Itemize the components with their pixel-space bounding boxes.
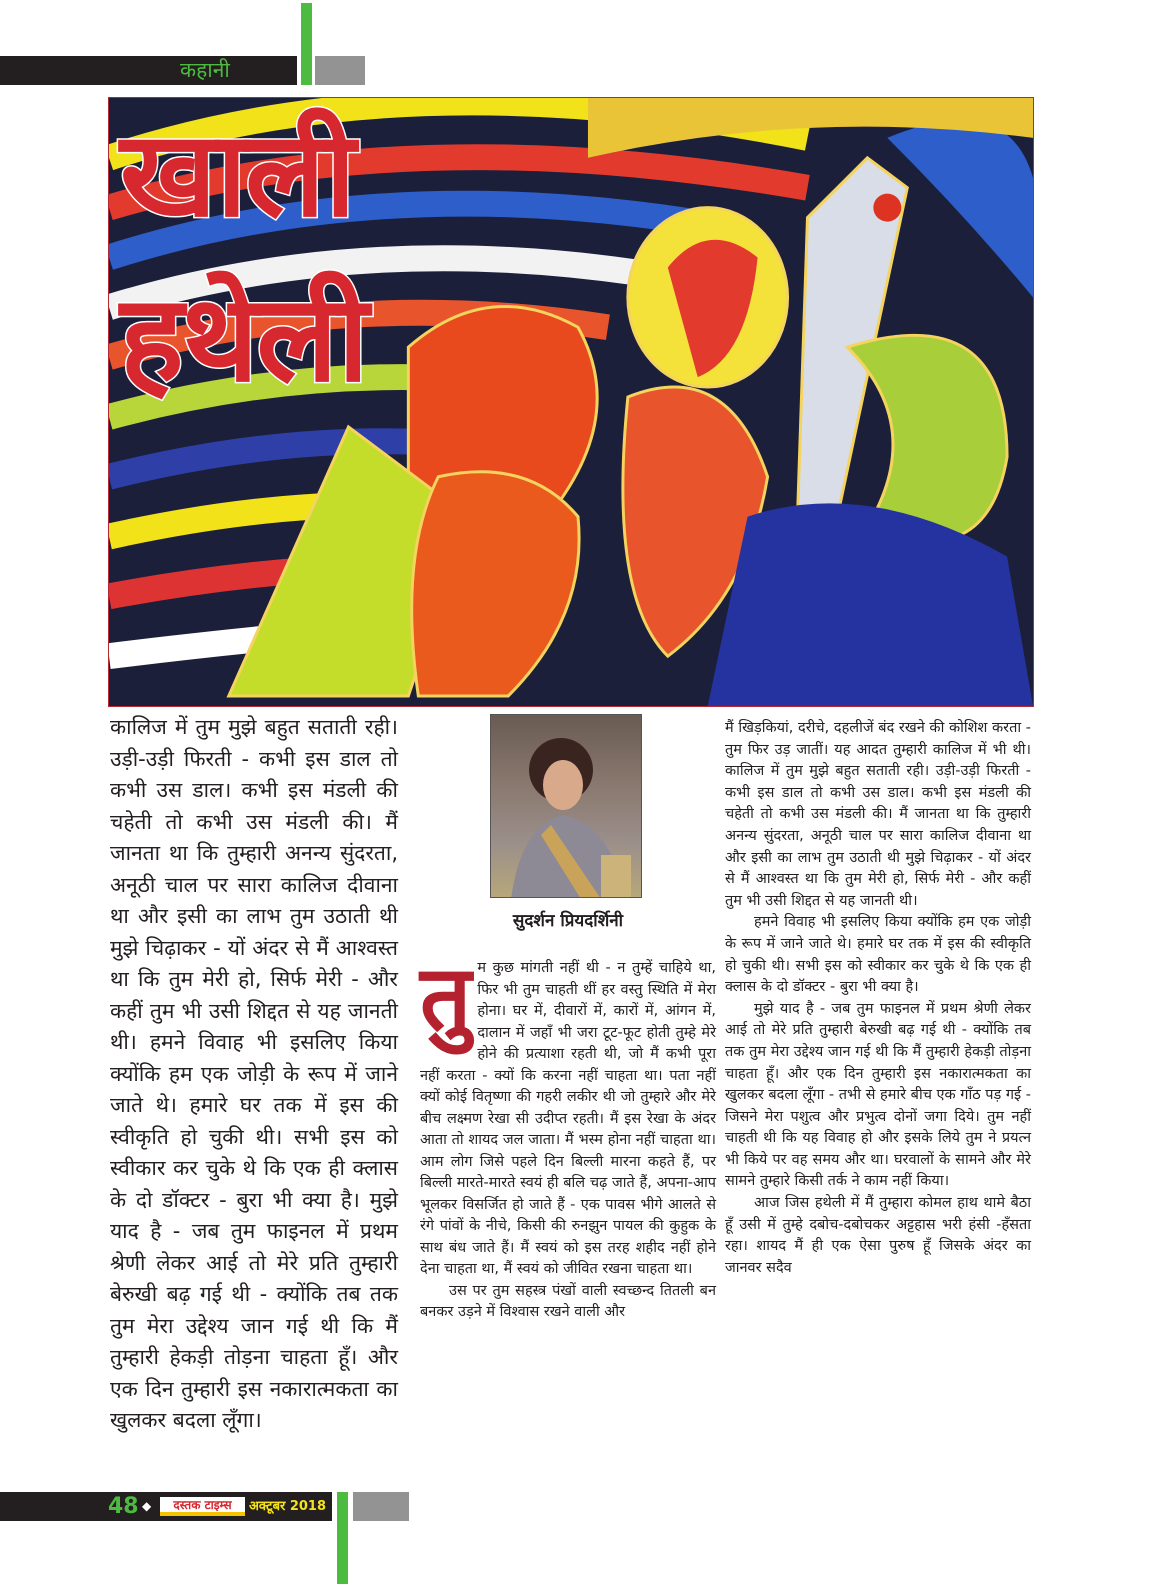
gray-accent-block-bottom xyxy=(353,1492,409,1521)
body-paragraph xyxy=(420,946,716,1281)
body-paragraph: आज जिस हथेली में मैं तुम्हारा कोमल हाथ थामे बैठा हूँ उसी में तुम्हे दबोच-दबोचकर अट्टहास भरी हंसी -हँसता रहा। शायद मैं ही एक ऐसा पुरुष हूँ जिसके अंदर का जानवर सदैव xyxy=(725,1195,1031,1276)
column-1 xyxy=(110,712,398,1437)
green-accent-bar xyxy=(301,3,312,85)
body-paragraph: उस पर तुम सहस्त्र पंखों वाली स्वच्छन्द तितली बन बनकर उड़ने में विश्वास रखने वाली और xyxy=(420,1282,716,1320)
footer-bar xyxy=(0,1492,332,1521)
story-title-line1: खाली xyxy=(120,105,354,243)
paragraph-text: म कुछ मांगती नहीं थी - न तुम्हें चाहिये था, फिर भी तुम चाहती थीं हर वस्तु स्थिति में मेरा होना। घर में, दीवारों में, कारों में, आंगन में, दालान में जहाँ भी जरा टूट-फूट होती तुम्हे मेरे होने की प्रत्याशा रहती थी, जो मैं कभी पूरा नहीं करता - क्यों कि करना नहीं चाहता था। पता नहीं क्यों कोई वितृष्णा की गहरी लकीर थी जो तुम्हारे और मेरे बीच लक्ष्मण रेखा सी उदीप्त रहती। मैं इस रेखा के अंदर आता तो शायद जल जाता। मैं भस्म होना नहीं चाहता था। आम लोग जिसे पहले दिन बिल्ली मारना कहते हैं, पर बिल्ली मारते-मारते स्वयं ही बलि चढ़ जाते हैं, अपना-आप भूलकर विसर्जित हो जाते हैं - एक पावस भीगे आलते से रंगे पांवों के नीचे, किसी की रुनझुन पायल की कुहुक के साथ बंध जाते हैं। मैं स्वयं को इस तरह शहीद नहीं होने देना चाहता था, मैं स्वयं को जीवित रखना चाहता था। xyxy=(420,960,716,1277)
story-title-line2: हथेली xyxy=(120,270,367,409)
body-paragraph: हमने विवाह भी इसलिए किया क्योंकि हम एक जोड़ी के रूप में जाने जाते थे। हमारे घर तक में इस की स्वीकृति हो चुकी थी। सभी इस को स्वीकार कर चुके थे कि एक ही क्लास के दो डॉक्टर - बुरा भी क्या है। xyxy=(725,914,1031,996)
drop-cap: तु xyxy=(420,946,472,1051)
column-3 xyxy=(725,718,1031,1279)
section-header-bar xyxy=(0,56,297,85)
issue-date: अक्टूबर 2018 xyxy=(249,1499,327,1514)
body-paragraph: मैं खिड़कियां, दरीचे, दहलीजें बंद रखने की कोशिश करता - तुम फिर उड़ जातीं। यह आदत तुम्हारी कालिज में भी थी। कालिज में तुम मुझे बहुत सताती रही। उड़ी-उड़ी फिरती - कभी इस डाल तो कभी उस डाल। कभी इस मंडली की चहेती तो कभी उस मंडली की। मैं जानता था कि तुम्हारी अनन्य सुंदरता, अनूठी चाल पर सारा कालिज दीवाना था और इसी का लाभ तुम उठाती थी मुझे चिढ़ाकर - यों अंदर से मैं आश्वस्त था कि तुम मेरी हो, सिर्फ मेरी - और कहीं तुम भी उसी शिद्दत से यह जानती थी। xyxy=(725,720,1031,909)
body-paragraph: मुझे याद है - जब तुम फाइनल में प्रथम श्रेणी लेकर आई तो मेरे प्रति तुम्हारी बेरुखी बढ़ गई थी - क्योंकि तब तक तुम मेरा उद्देश्य जान गई थी कि मैं तुम्हारी हेकड़ी तोड़ना चाहता हूँ। और एक दिन तुम्हारी इस नकारात्मकता का खुलकर बदला लूँगा - तभी से हमारे बीच एक गाँठ पड़ गई - जिसने मेरा पशुत्व और प्रभुत्व दोनों जगा दिये। तुम नहीं चाहती थी कि यह विवाह हो और इसके लिये तुम ने प्रयत्न भी किये पर वह समय और था। घरवालों के सामने और मेरे सामने तुम्हारे किसी तर्क ने काम नहीं किया। xyxy=(725,1000,1031,1190)
green-accent-bar-bottom xyxy=(337,1492,348,1584)
body-paragraph: कालिज में तुम मुझे बहुत सताती रही। उड़ी-उड़ी फिरती - कभी इस डाल तो कभी उस डाल। कभी इस मंडली की चहेती तो कभी उस मंडली की। मैं जानता था कि तुम्हारी अनन्य सुंदरता, अनूठी चाल पर सारा कालिज दीवाना था और इसी का लाभ तुम उठाती थी मुझे चिढ़ाकर - यों अंदर से मैं आश्वस्त था कि तुम मेरी हो, सिर्फ मेरी - और कहीं तुम भी उसी शिद्दत से यह जानती थी। हमने विवाह भी इसलिए किया क्योंकि हम एक जोड़ी के रूप में जाने जाते थे। हमारे घर तक में इस की स्वीकृति हो चुकी थी। सभी इस को स्वीकार कर चुके थे कि एक ही क्लास के दो डॉक्टर - बुरा भी क्या है। मुझे याद है - जब तुम फाइनल में प्रथम श्रेणी लेकर आई तो मेरे प्रति तुम्हारी बेरुखी बढ़ गई थी - क्योंकि तब तक तुम मेरा उद्देश्य जान गई थी कि मैं तुम्हारी हेकड़ी तोड़ना चाहता हूँ। और एक दिन तुम्हारी इस नकारात्मकता का खुलकर बदला लूँगा। xyxy=(110,715,398,1432)
author-name: सुदर्शन प्रियदर्शिनी xyxy=(512,911,624,931)
author-photo xyxy=(490,714,642,898)
column-2 xyxy=(420,946,716,1324)
gray-accent-block xyxy=(315,56,365,85)
section-label: कहानी xyxy=(180,58,230,82)
page-number: 48 xyxy=(108,1494,139,1519)
bullet-separator: ◆ xyxy=(142,1499,152,1513)
magazine-logo: दस्तक टाइम्स xyxy=(160,1497,245,1516)
